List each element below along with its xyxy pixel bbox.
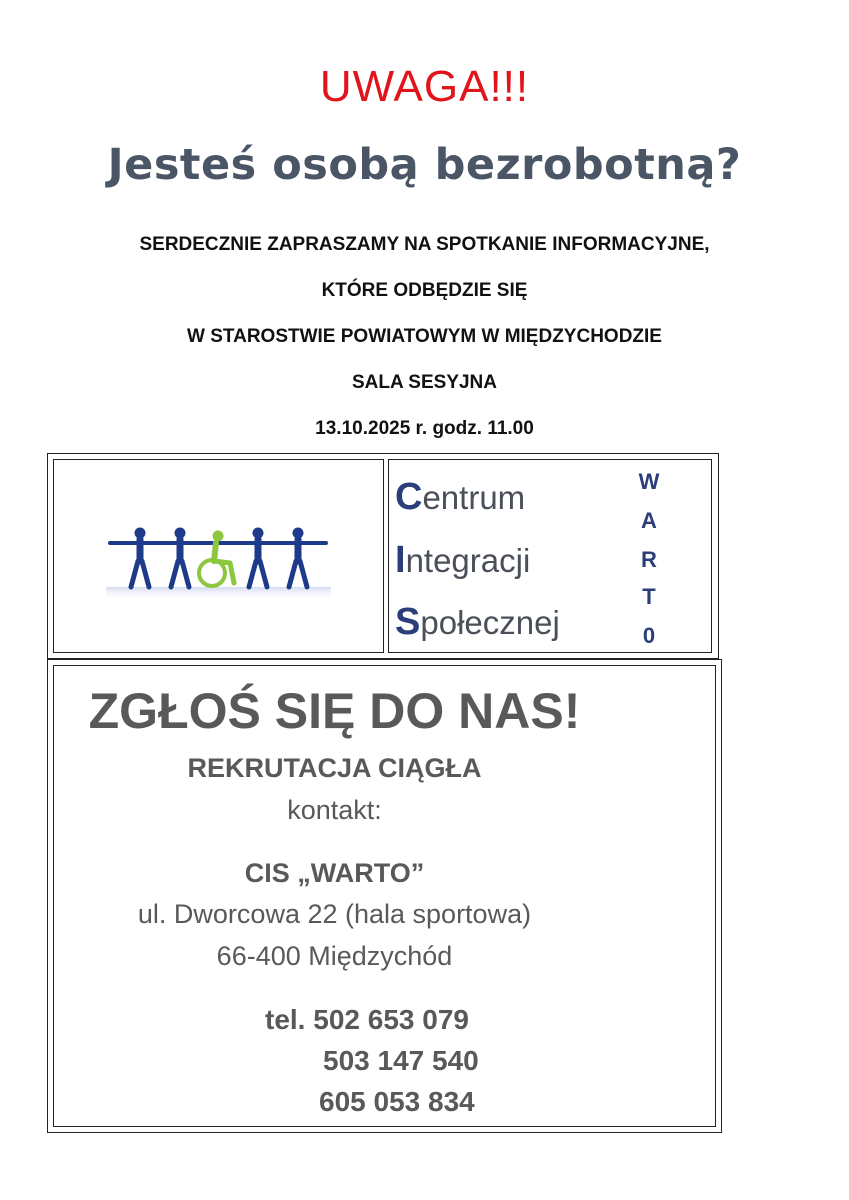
cis-line-centrum: [395, 477, 525, 518]
call-to-action: ZGŁOŚ SIĘ DO NAS!: [88, 683, 581, 739]
address-street: ul. Dworcowa 22 (hala sportowa): [137, 899, 532, 929]
warto-letter: T: [642, 584, 656, 609]
alert-heading: UWAGA!!!: [319, 62, 530, 111]
phone-prefix: tel.: [265, 1004, 306, 1035]
recruitment-label: REKRUTACJA CIĄGŁA: [187, 753, 482, 783]
invitation-line: KTÓRE ODBĘDZIE SIĘ: [321, 280, 528, 301]
phone-number[interactable]: 502 653 079: [313, 1004, 469, 1035]
cis-word-rest: połecznej: [420, 604, 560, 641]
address-city: 66-400 Międzychód: [216, 941, 453, 971]
cis-cap-letter: S: [395, 601, 421, 643]
question-heading: Jesteś osobą bezrobotną?: [107, 140, 742, 190]
warto-letter: 0: [642, 623, 656, 648]
phone-line: [265, 1000, 469, 1040]
warto-letter: A: [641, 508, 657, 533]
warto-letter: R: [641, 547, 657, 572]
invitation-date: 13.10.2025 r. godz. 11.00: [315, 418, 534, 439]
cis-line-spolecznej: [395, 602, 560, 643]
invitation-line: SERDECZNIE ZAPRASZAMY NA SPOTKANIE INFORMACYJNE,: [139, 234, 710, 255]
invitation-text: [0, 222, 849, 452]
warto-letter: W: [638, 469, 660, 494]
cis-cap-letter: I: [395, 539, 406, 581]
organization-name: CIS „WARTO”: [244, 858, 425, 888]
invitation-line: SALA SESYJNA: [352, 372, 497, 393]
invitation-line: W STAROSTWIE POWIATOWYM W MIĘDZYCHODZIE: [187, 326, 662, 347]
people-holding-hands-wheelchair-icon: [106, 525, 331, 605]
cis-word-rest: entrum: [422, 479, 526, 516]
phone-number[interactable]: 605 053 834: [319, 1086, 475, 1117]
cis-word-rest: ntegracji: [405, 542, 531, 579]
contact-label: kontakt:: [287, 795, 382, 825]
cis-line-integracji: [395, 540, 530, 581]
phone-number[interactable]: 503 147 540: [323, 1045, 479, 1076]
cis-cap-letter: C: [395, 476, 423, 518]
